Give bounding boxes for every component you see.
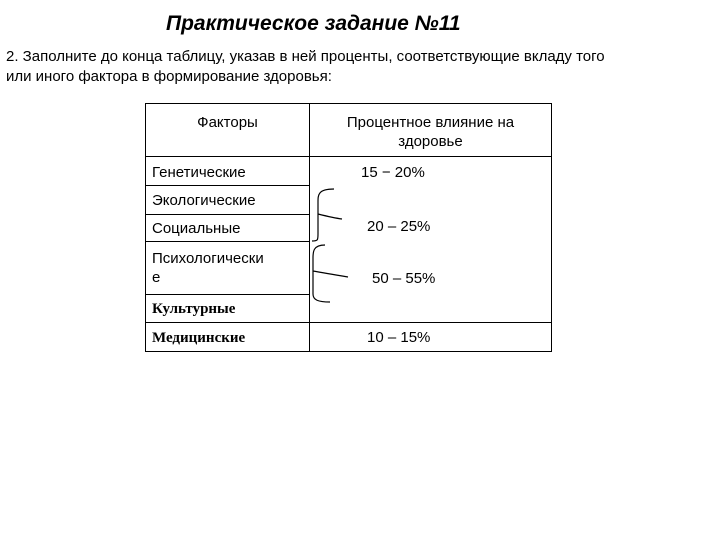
row-divider-4 (146, 294, 309, 295)
row-divider-5 (146, 322, 551, 323)
factor-social: Социальные (152, 220, 241, 237)
task-instruction (6, 47, 720, 87)
row-divider-1 (146, 185, 309, 186)
factor-genetic: Генетические (152, 164, 246, 181)
factor-psychological-line-2: е (152, 269, 161, 286)
value-eco-social: 20 – 25% (367, 218, 431, 235)
value-genetic: 15 − 20% (361, 164, 425, 181)
factor-medical: Медицинские (152, 330, 246, 346)
factors-table (145, 103, 552, 352)
page-title: Практическое задание №11 (166, 12, 461, 35)
row-divider-header (146, 156, 551, 157)
instruction-line-2: или иного фактора в формирование здоровья: (6, 68, 332, 85)
value-medical: 10 – 15% (367, 329, 431, 346)
instruction-line-1: 2. Заполните до конца таблицу, указав в ней проценты, соответствующие вкладу того (6, 48, 605, 65)
factor-cultural: Культурные (152, 301, 236, 317)
header-factors: Факторы (197, 114, 258, 131)
factor-psychological-line-1: Психологически (152, 250, 264, 267)
row-divider-2 (146, 214, 309, 215)
header-influence-line-1: Процентное влияние на (346, 114, 515, 131)
factor-ecological: Экологические (152, 192, 256, 209)
header-influence-line-2: здоровье (398, 133, 463, 150)
value-psych-cultural: 50 – 55% (372, 270, 436, 287)
row-divider-3 (146, 241, 309, 242)
